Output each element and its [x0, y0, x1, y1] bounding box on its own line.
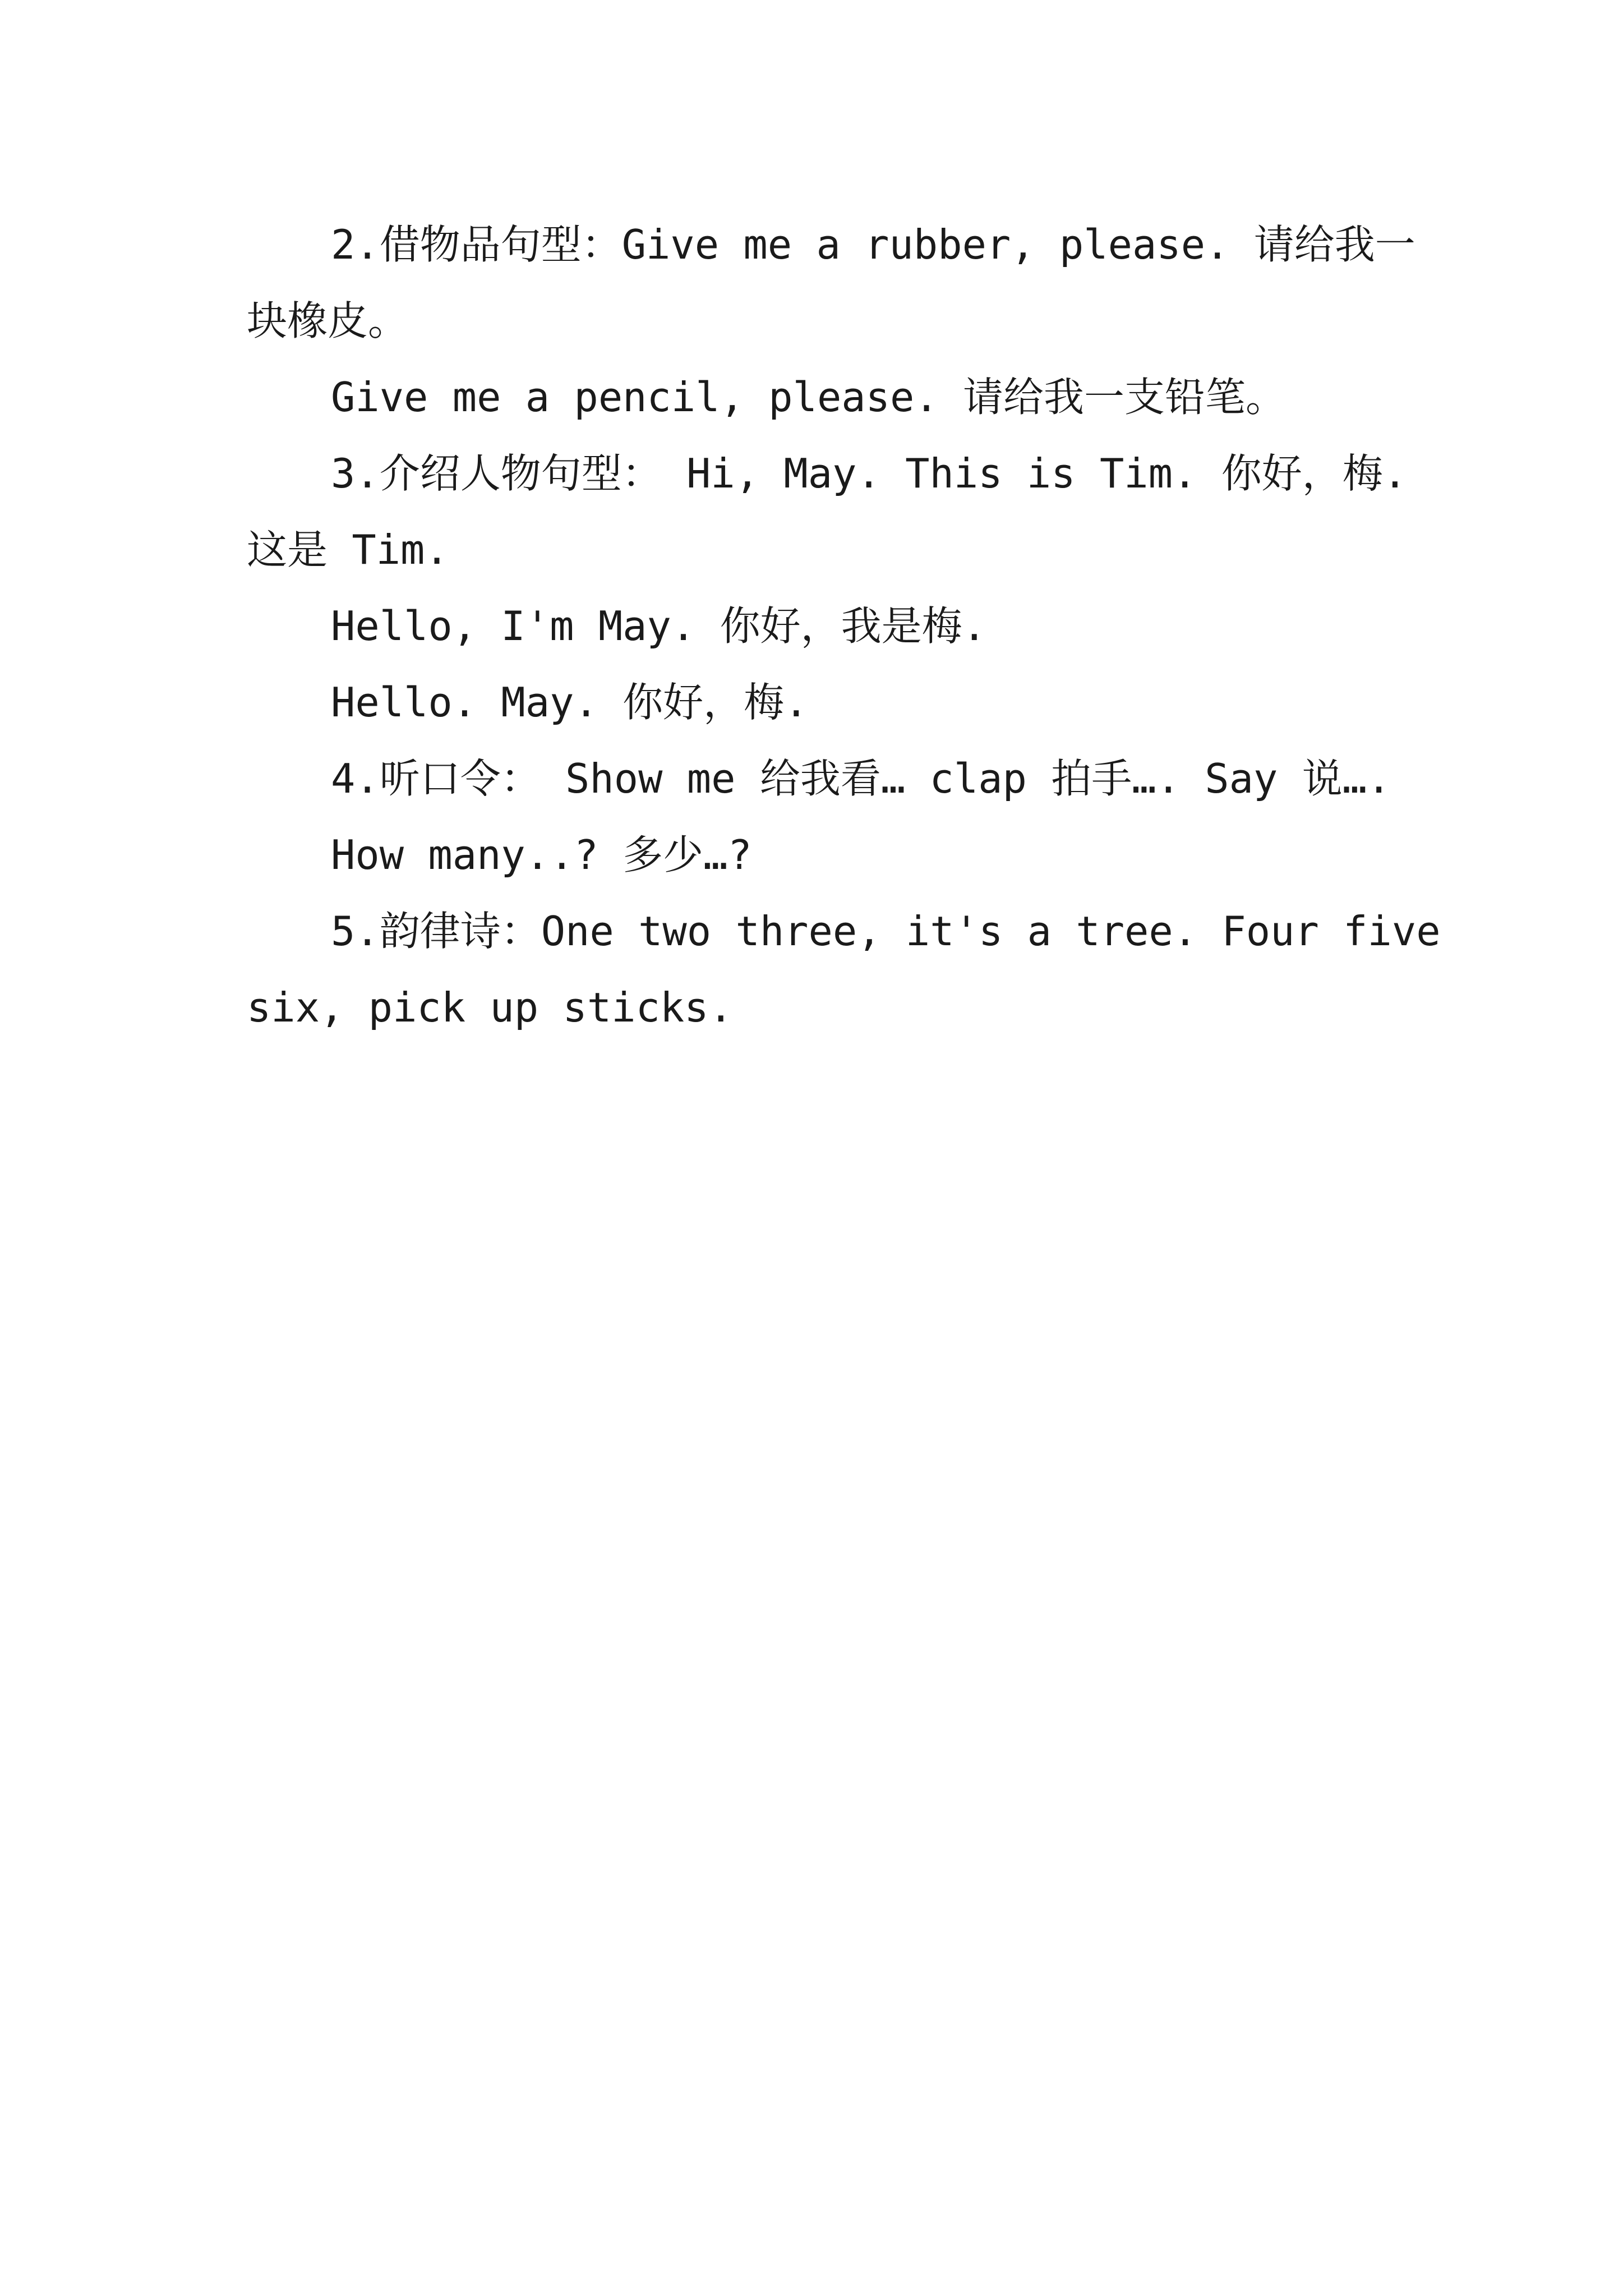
line-commands: 4.听口令： Show me 给我看… clap 拍手…. Say 说…. [331, 755, 1391, 802]
line-rhyme-cont: six, pick up sticks. [247, 984, 733, 1031]
line-rhyme: 5.韵律诗：One two three, it's a tree. Four five [331, 908, 1441, 955]
line-introduce-pattern-cont: 这是 Tim. [247, 526, 449, 573]
line-hello-may: Hello. May. 你好，梅. [331, 679, 809, 726]
line-borrow-pattern-cont: 块橡皮。 [247, 297, 409, 344]
line-borrow-pencil: Give me a pencil, please. 请给我一支铅笔。 [331, 374, 1287, 421]
line-borrow-pattern: 2.借物品句型：Give me a rubber, please. 请给我一 [331, 221, 1415, 268]
line-hello-im-may: Hello, I'm May. 你好，我是梅. [331, 602, 986, 650]
line-how-many: How many..? 多少…? [331, 831, 752, 878]
line-introduce-pattern: 3.介绍人物句型： Hi, May. This is Tim. 你好，梅. [331, 450, 1408, 497]
document-body [247, 206, 1441, 1046]
